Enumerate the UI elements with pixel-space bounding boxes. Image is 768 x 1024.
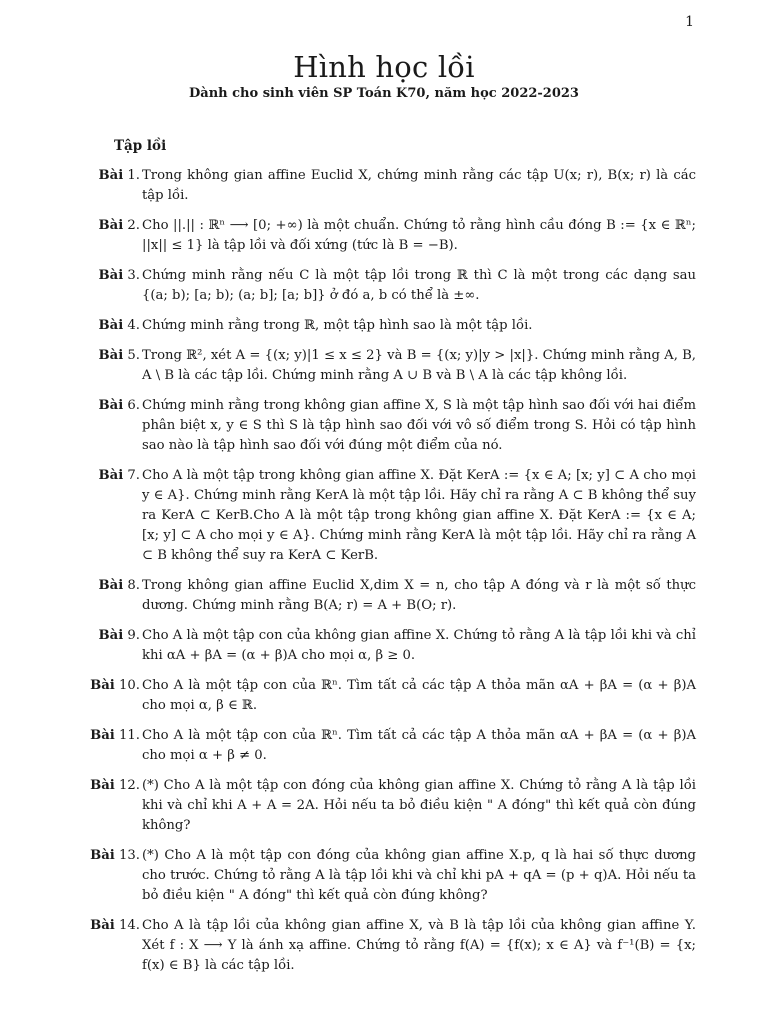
problem-label: [84, 576, 142, 596]
page-number: 1: [685, 14, 694, 30]
problem-label-word: Bài: [98, 168, 124, 183]
problem-number: 3.: [127, 268, 140, 283]
problem-label: [84, 776, 142, 796]
problem-item: [84, 266, 696, 306]
problem-item: [84, 676, 696, 716]
document-subtitle: Dành cho sinh viên SP Toán K70, năm học 2022-2023: [189, 86, 579, 101]
problem-text: Trong không gian affine Euclid X,dim X = n, cho tập A đóng và r là một số thực dương. Chứng minh rằng B(A; r) = A + B(O; r).: [142, 578, 696, 613]
problem-number: 13.: [119, 848, 140, 863]
problem-label: [84, 266, 142, 286]
problem-label: [84, 626, 142, 646]
problem-number: 10.: [119, 678, 140, 693]
problem-label-word: Bài: [98, 268, 124, 283]
problem-label-word: Bài: [90, 728, 115, 743]
problem-item: [84, 396, 696, 456]
problem-text: (*) Cho A là một tập con đóng của không gian affine X.p, q là hai số thực dương cho trước. Chứng tỏ rằng A là tập lồi khi và chỉ khi pA + qA = (p + q)A. Hỏi nếu ta bỏ điều kiện " A đóng" thì kết quả còn đúng không?: [142, 848, 696, 903]
problem-number: 9.: [127, 628, 140, 643]
problem-item: [84, 466, 696, 566]
problem-text: Cho A là một tập con của không gian affine X. Chứng tỏ rằng A là tập lồi khi và chỉ khi αA + βA = (α + β)A cho mọi α, β ≥ 0.: [142, 628, 696, 663]
problem-number: 12.: [119, 778, 140, 793]
problem-item: [84, 316, 696, 336]
problem-label-word: Bài: [98, 348, 124, 363]
problem-label: [84, 346, 142, 366]
problem-item: [84, 846, 696, 906]
problem-label: [84, 726, 142, 746]
problem-number: 14.: [119, 918, 140, 933]
problem-text: Chứng minh rằng trong không gian affine X, S là một tập hình sao đối với hai điểm phân biệt x, y ∈ S thì S là tập hình sao đối với vô số điểm trong S. Hỏi có tập hình sao nào là tập hình sao đối với đúng một điểm của nó.: [142, 398, 696, 453]
problem-label: [84, 316, 142, 336]
problem-text: Cho A là tập lồi của không gian affine X, và B là tập lồi của không gian affine Y. Xét f : X ⟶ Y là ánh xạ affine. Chứng tỏ rằng f(A) = {f(x); x ∈ A} và f⁻¹(B) = {x; f(x) ∈ B} là các tập lồi.: [142, 918, 696, 973]
problem-label-word: Bài: [90, 848, 115, 863]
problem-number: 8.: [127, 578, 140, 593]
problem-label-word: Bài: [98, 218, 124, 233]
problem-number: 1.: [127, 168, 140, 183]
problem-label-word: Bài: [90, 778, 115, 793]
problem-number: 4.: [127, 318, 140, 333]
problem-label: [84, 916, 142, 936]
problem-item: [84, 776, 696, 836]
problem-item: [84, 346, 696, 386]
problem-label: [84, 166, 142, 186]
problem-text: (*) Cho A là một tập con đóng của không gian affine X. Chứng tỏ rằng A là tập lồi khi và chỉ khi A + A = 2A. Hỏi nếu ta bỏ điều kiện " A đóng" thì kết quả còn đúng không?: [142, 778, 696, 833]
problem-text: Chứng minh rằng trong ℝ, một tập hình sao là một tập lồi.: [142, 318, 533, 333]
document-title: Hình học lồi: [293, 50, 475, 84]
problem-label-word: Bài: [90, 918, 115, 933]
problem-label-word: Bài: [98, 628, 124, 643]
problem-text: Trong ℝ², xét A = {(x; y)|1 ≤ x ≤ 2} và B = {(x; y)|y > |x|}. Chứng minh rằng A, B, A \ B là các tập lồi. Chứng minh rằng A ∪ B và B \ A là các tập không lồi.: [142, 348, 696, 383]
problem-item: [84, 166, 696, 206]
problem-label-word: Bài: [98, 398, 124, 413]
problem-item: [84, 916, 696, 976]
problem-label: [84, 216, 142, 236]
problem-label-word: Bài: [98, 468, 124, 483]
problem-text: Cho ||.|| : ℝⁿ ⟶ [0; +∞) là một chuẩn. Chứng tỏ rằng hình cầu đóng B := {x ∈ ℝⁿ; ||x|| ≤ 1} là tập lồi và đối xứng (tức là B = −B).: [142, 218, 696, 253]
problem-label: [84, 466, 142, 486]
problem-text: Cho A là một tập con của ℝⁿ. Tìm tất cả các tập A thỏa mãn αA + βA = (α + β)A cho mọi α, β ∈ ℝ.: [142, 678, 696, 713]
problem-label: [84, 396, 142, 416]
problem-number: 5.: [127, 348, 140, 363]
problem-label-word: Bài: [90, 678, 115, 693]
problem-label-word: Bài: [98, 318, 124, 333]
problem-item: [84, 626, 696, 666]
problem-item: [84, 726, 696, 766]
problem-label-word: Bài: [98, 578, 124, 593]
problem-number: 7.: [127, 468, 140, 483]
problem-label: [84, 846, 142, 866]
problem-number: 2.: [127, 218, 140, 233]
problem-text: Cho A là một tập con của ℝⁿ. Tìm tất cả các tập A thỏa mãn αA + βA = (α + β)A cho mọi α + β ≠ 0.: [142, 728, 696, 763]
problem-text: Cho A là một tập trong không gian affine X. Đặt KerA := {x ∈ A; [x; y] ⊂ A cho mọi y ∈ A}. Chứng minh rằng KerA là một tập lồi. Hãy chỉ ra rằng A ⊂ B không thể suy ra KerA ⊂ KerB.Cho A là một tập trong không gian affine X. Đặt KerA := {x ∈ A; [x; y] ⊂ A cho mọi y ∈ A}. Chứng minh rằng KerA là một tập lồi. Hãy chỉ ra rằng A ⊂ B không thể suy ra KerA ⊂ KerB.: [142, 468, 696, 563]
problem-number: 11.: [119, 728, 140, 743]
problem-item: [84, 216, 696, 256]
section-heading: Tập lồi: [114, 138, 167, 154]
problem-item: [84, 576, 696, 616]
problem-label: [84, 676, 142, 696]
problem-text: Trong không gian affine Euclid X, chứng minh rằng các tập U(x; r), B(x; r) là các tập lồi.: [142, 168, 696, 203]
problem-text: Chứng minh rằng nếu C là một tập lồi trong ℝ thì C là một trong các dạng sau {(a; b); [a; b); (a; b]; [a; b]} ở đó a, b có thể là ±∞.: [142, 268, 696, 303]
problem-number: 6.: [127, 398, 140, 413]
problem-list: [84, 166, 696, 986]
